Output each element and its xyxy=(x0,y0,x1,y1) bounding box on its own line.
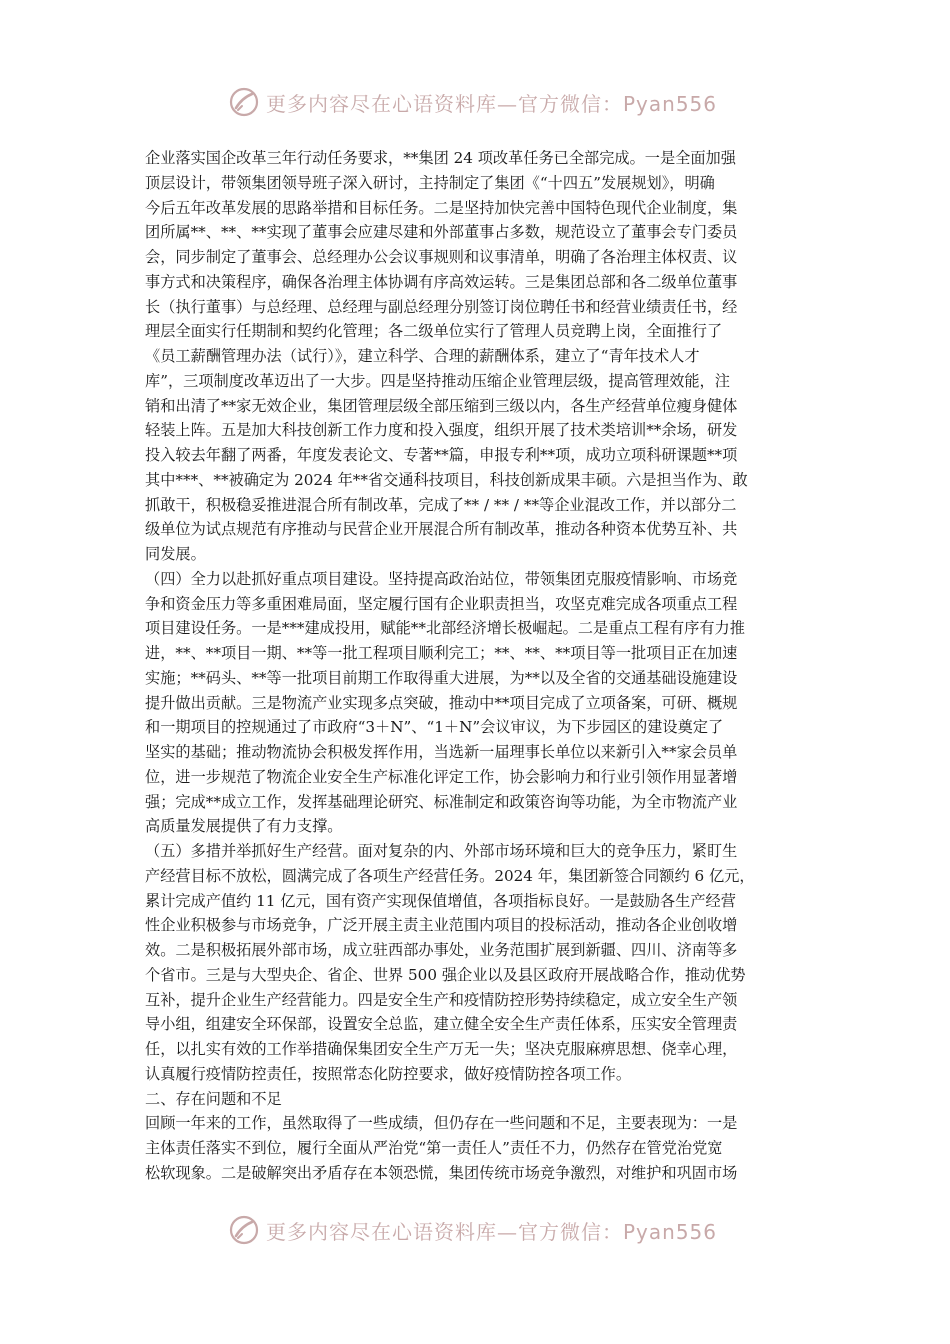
text-line: 销和出清了**家无效企业，集团管理层级全部压缩到三级以内，各生产经营单位瘦身健体 xyxy=(145,396,738,415)
text-line: 其中***、**被确定为 2024 年**省交通科技项目，科技创新成果丰硕。六是担当作为、敢 xyxy=(145,470,748,489)
text-line: 同发展。 xyxy=(145,545,206,563)
text-line: 导小组，组建安全环保部，设置安全总监，建立健全安全生产责任体系，压实安全管理责 xyxy=(145,1015,738,1034)
text-line: 高质量发展提供了有力支撑。 xyxy=(145,817,343,836)
text-line: 位，进一步规范了物流企业安全生产标准化评定工作，协会影响力和行业引领作用显著增 xyxy=(145,767,738,786)
text-line: 认真履行疫情防控责任，按照常态化防控要求，做好疫情防控各项工作。 xyxy=(145,1064,631,1083)
brush-seal-icon xyxy=(228,1214,260,1246)
text-line: 性企业积极参与市场竞争，广泛开展主责主业范围内项目的投标活动，推动各企业创收增 xyxy=(145,916,738,935)
text-line: 累计完成产值约 11 亿元，国有资产实现保值增值，各项指标良好。一是鼓励各生产经营 xyxy=(145,891,736,910)
text-line: 《员工薪酬管理办法（试行）》，建立科学、合理的薪酬体系，建立了“青年技术人才 xyxy=(145,347,700,365)
text-line: 强；完成**成立工作，发挥基础理论研究、标准制定和政策咨询等功能，为全市物流产业 xyxy=(145,792,738,811)
text-line: 效。二是积极拓展外部市场，成立驻西部办事处，业务范围扩展到新疆、四川、济南等多 xyxy=(145,941,738,959)
text-line: 轻装上阵。五是加大科技创新工作力度和投入强度，组织开展了技术类培训**余场，研发 xyxy=(145,421,738,440)
brush-seal-icon xyxy=(228,86,260,118)
text-line: 团所属**、**、**实现了董事会应建尽建和外部董事占多数，规范设立了董事会专门委员 xyxy=(145,223,738,242)
text-line: 顶层设计，带领集团领导班子深入研讨，主持制定了集团《“十四五”发展规划》，明确 xyxy=(145,173,715,192)
text-line: 坚实的基础；推动物流协会积极发挥作用，当选新一届理事长单位以来新引入**家会员单 xyxy=(145,743,738,761)
text-line: 主体责任落实不到位，履行全面从严治党“第一责任人”责任不力，仍然存在管党治党宽 xyxy=(145,1139,723,1157)
text-line: 进，**、**项目一期、**等一批工程项目顺利完工；**、**、**项目等一批项目正在加速 xyxy=(145,644,738,662)
text-line: 投入较去年翻了两番，年度发表论文、专著**篇，申报专利**项，成功立项科研课题**项 xyxy=(145,446,738,464)
text-line: （四）全力以赴抓好重点项目建设。坚持提高政治站位，带领集团克服疫情影响、市场竞 xyxy=(145,569,738,588)
text-line: 回顾一年来的工作，虽然取得了一些成绩，但仍存在一些问题和不足，主要表现为：一是 xyxy=(145,1114,738,1133)
text-line: 互补，提升企业生产经营能力。四是安全生产和疫情防控形势持续稳定，成立安全生产领 xyxy=(145,990,738,1009)
text-line: 库”，三项制度改革迈出了一大步。四是坚持推动压缩企业管理层级，提高管理效能，注 xyxy=(145,371,730,390)
text-line: 个省市。三是与大型央企、省企、世界 500 强企业以及县区政府开展战略合作，推动优势 xyxy=(145,965,746,984)
text-line: 长（执行董事）与总经理、总经理与副总经理分别签订岗位聘任书和经营业绩责任书，经 xyxy=(145,297,738,316)
text-line: 二、存在问题和不足 xyxy=(145,1089,282,1108)
text-line: 级单位为试点规范有序推动与民营企业开展混合所有制改革，推动各种资本优势互补、共 xyxy=(145,520,738,539)
text-line: 实施；**码头、**等一批项目前期工作取得重大进展，为**以及全省的交通基础设施建设 xyxy=(145,668,738,687)
text-line: 理层全面实行任期制和契约化管理；各二级单位实行了管理人员竞聘上岗，全面推行了 xyxy=(145,322,723,341)
footer-watermark-banner xyxy=(0,1210,950,1250)
text-line: 会，同步制定了董事会、总经理办公会议事规则和议事清单，明确了各治理主体权责、议 xyxy=(145,248,738,266)
text-line: 提升做出贡献。三是物流产业实现多点突破，推动中**项目完成了立项备案，可研、概规 xyxy=(145,693,738,712)
text-line: 产经营目标不放松，圆满完成了各项生产经营任务。2024 年，集团新签合同额约 6 亿元， xyxy=(145,866,755,885)
text-line: 今后五年改革发展的思路举措和目标任务。二是坚持加快完善中国特色现代企业制度，集 xyxy=(145,198,738,217)
text-line: 抓敢干，积极稳妥推进混合所有制改革，完成了** / ** / **等企业混改工作，并以部分二 xyxy=(145,495,737,514)
text-line: 企业落实国企改革三年行动任务要求，**集团 24 项改革任务已全部完成。一是全面加强 xyxy=(145,149,736,167)
text-line: 和一期项目的控规通过了市政府“3＋N”、“1＋N”会议审议，为下步园区的建设奠定了 xyxy=(145,718,724,737)
banner-text: 更多内容尽在心语资料库—官方微信：Pyan556 xyxy=(266,1219,718,1244)
text-line: 任，以扎实有效的工作举措确保集团安全生产万无一失；坚决克服麻痹思想、侥幸心理， xyxy=(145,1040,738,1058)
text-line: 争和资金压力等多重困难局面，坚定履行国有企业职责担当，攻坚克难完成各项重点工程 xyxy=(145,594,738,613)
text-line: 松软现象。二是破解突出矛盾存在本领恐慌，集团传统市场竞争激烈，对维护和巩固市场 xyxy=(145,1163,738,1182)
text-line: 事方式和决策程序，确保各治理主体协调有序高效运转。三是集团总部和各二级单位董事 xyxy=(145,272,738,291)
text-line: 项目建设任务。一是***建成投用，赋能**北部经济增长极崛起。二是重点工程有序有力推 xyxy=(145,619,745,638)
text-line: （五）多措并举抓好生产经营。面对复杂的内、外部市场环境和巨大的竞争压力，紧盯生 xyxy=(145,842,738,860)
header-watermark-banner xyxy=(0,82,950,122)
document-body xyxy=(145,146,813,1186)
banner-text: 更多内容尽在心语资料库—官方微信：Pyan556 xyxy=(266,91,718,116)
